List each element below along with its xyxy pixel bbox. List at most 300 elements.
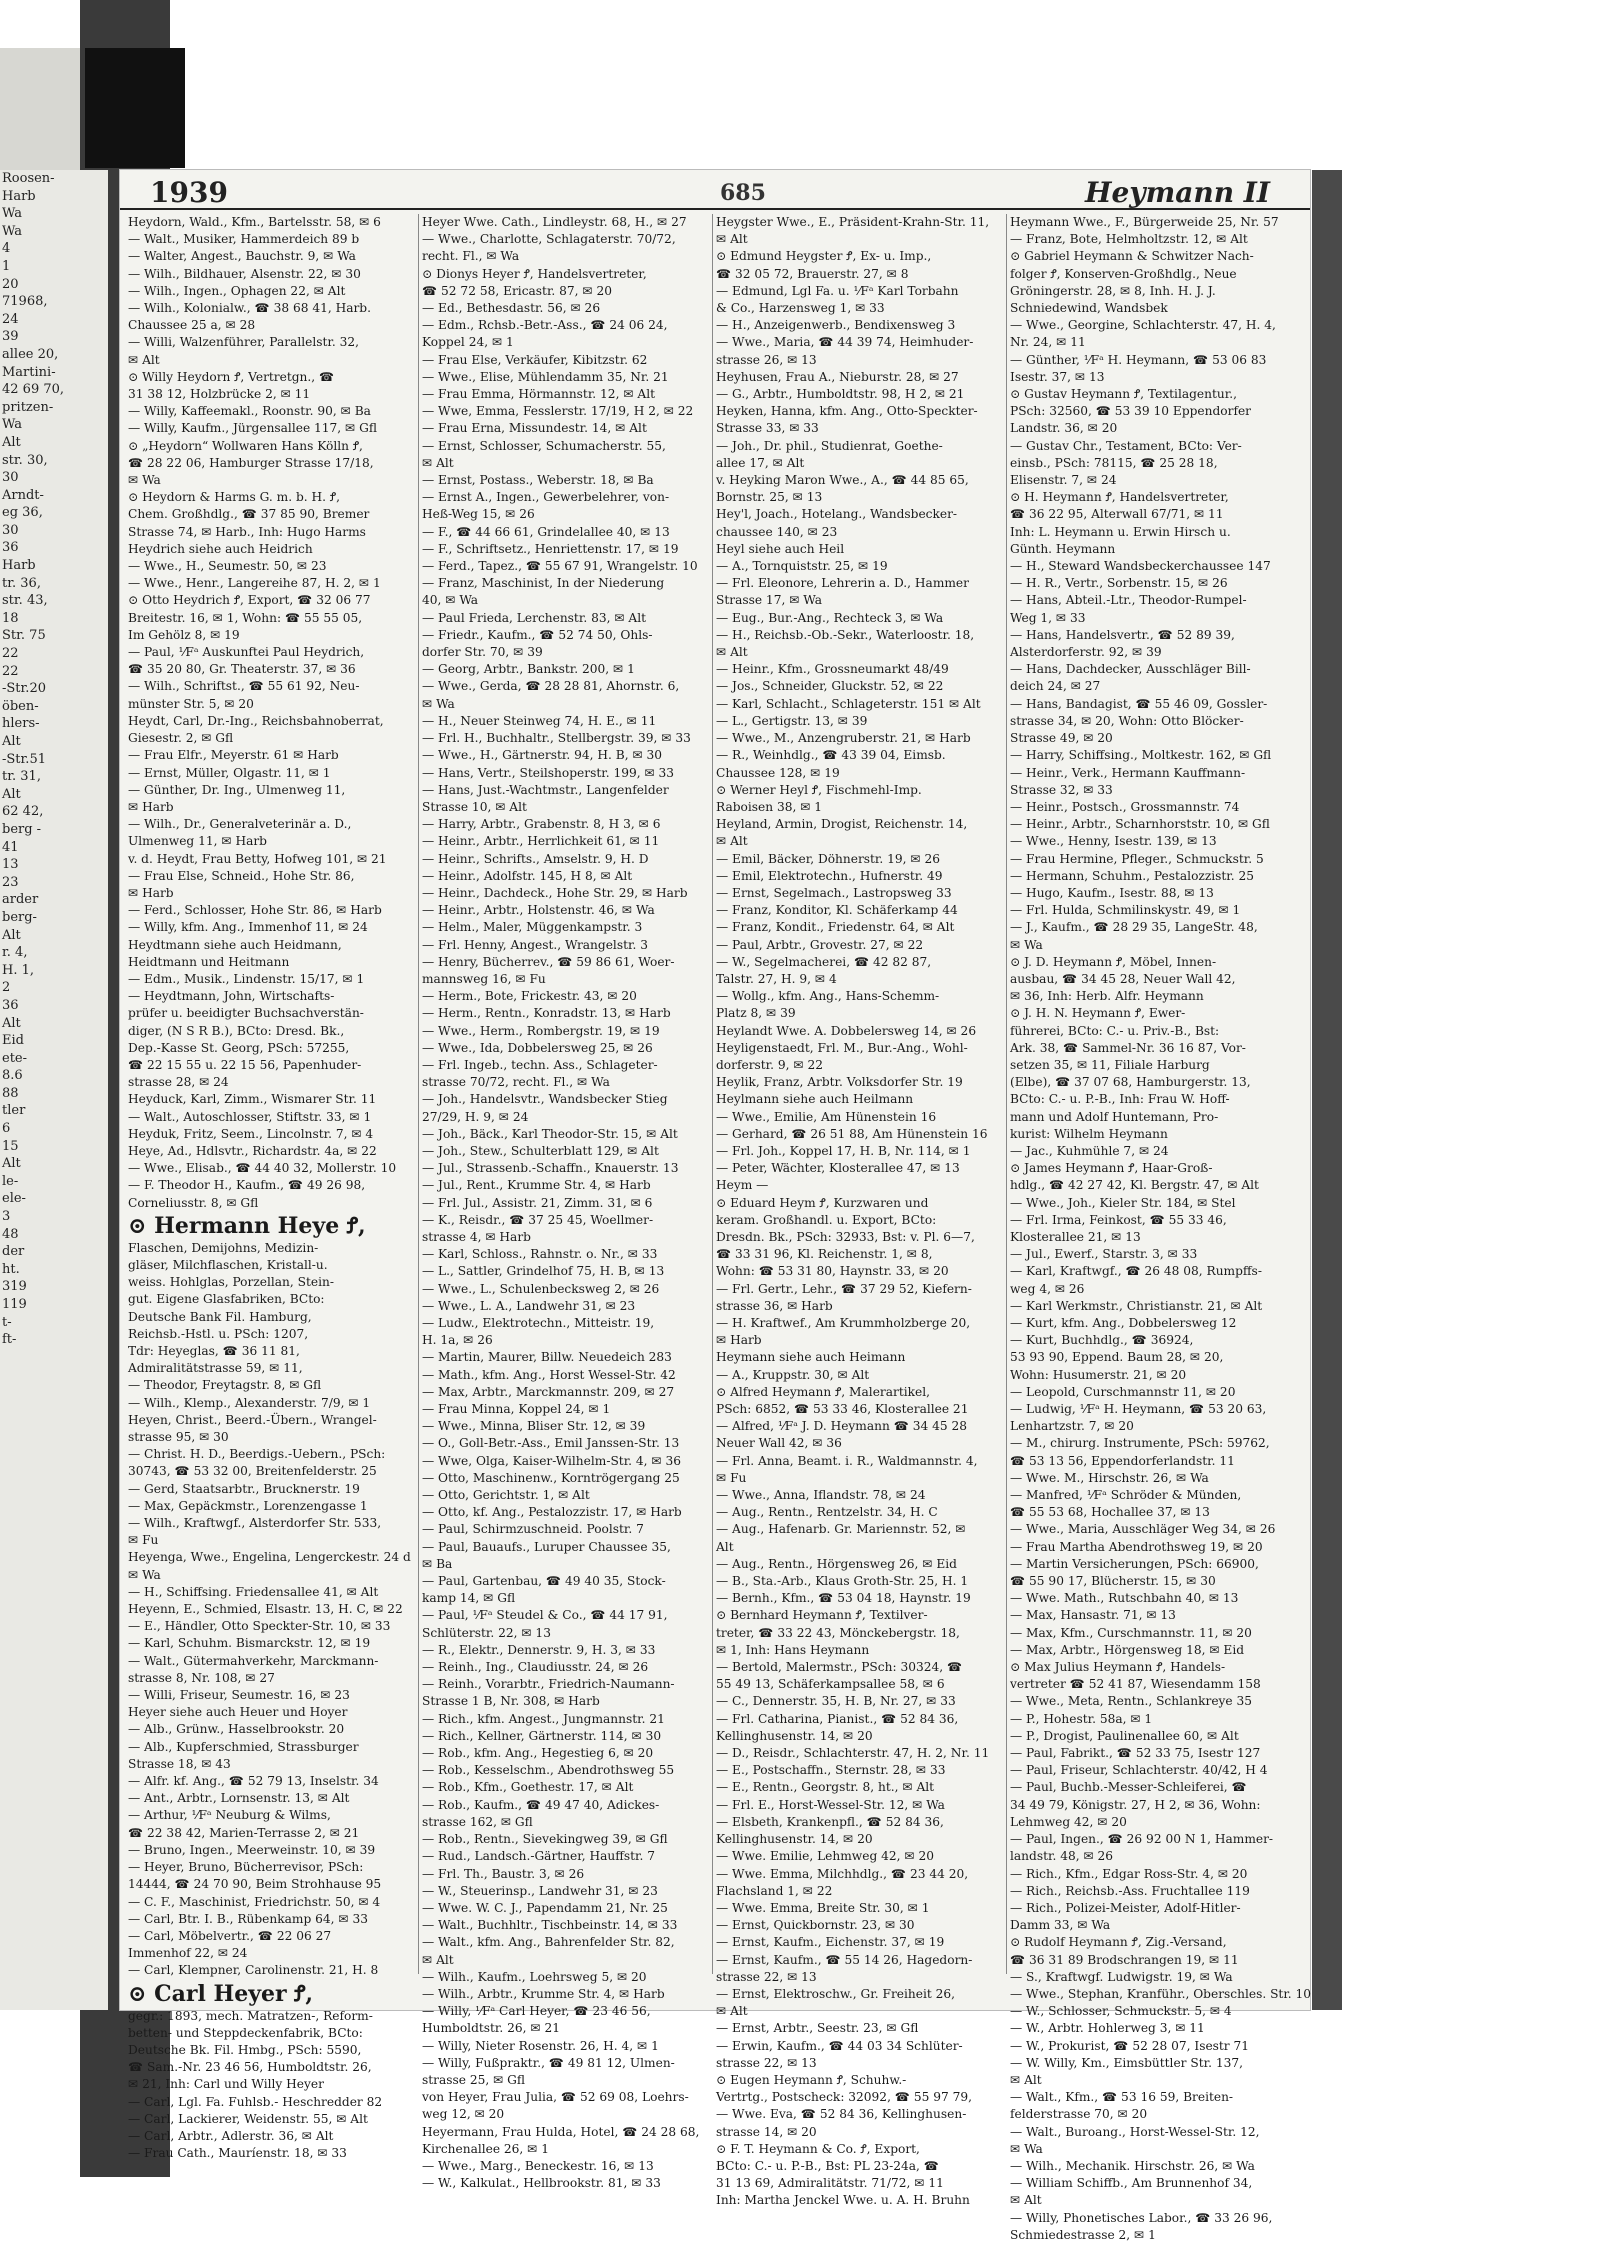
directory-entry-line: — Leopold, Curschmannstr 11, ✉ 20 <box>1010 1384 1236 1399</box>
directory-entry-line: ☎ 33 31 96, Kl. Reichenstr. 1, ✉ 8, <box>716 1247 933 1262</box>
directory-entry-line: diger, (N S R B.), BCto: Dresd. Bk., <box>128 1023 345 1038</box>
directory-entry-line: strasse 26, ✉ 13 <box>716 352 817 367</box>
directory-entry-line: — Rud., Landsch.-Gärtner, Hauffstr. 7 <box>422 1849 656 1864</box>
directory-entry-line: — Wwe, Olga, Kaiser-Wilhelm-Str. 4, ✉ 36 <box>422 1453 682 1468</box>
directory-entry-line: — Frl. Eleonore, Lehrerin a. D., Hammer <box>716 576 969 591</box>
facing-page-text: 6 <box>2 1121 11 1137</box>
directory-entry-line: Heyenn, E., Schmied, Elsastr. 13, H. C, ✉ 22 <box>128 1602 403 1617</box>
directory-entry-line: Nr. 24, ✉ 11 <box>1010 335 1086 350</box>
directory-entry-line: — Walt., Kfm., ☎ 53 16 59, Breiten- <box>1010 2090 1234 2105</box>
directory-entry-line: — Frl. Catharina, Pianist., ☎ 52 84 36, <box>716 1711 959 1726</box>
directory-entry-line: — Joh., Stew., Schulterblatt 129, ✉ Alt <box>422 1143 659 1158</box>
directory-entry-line: — Heinr., Verk., Hermann Kauffmann- <box>1010 765 1246 780</box>
directory-entry-line: 31 38 12, Holzbrücke 2, ✉ 11 <box>128 387 311 402</box>
directory-entry-line: BCto: C.- u. P.-B., Inh: Frau W. Hoff- <box>1010 1092 1230 1107</box>
directory-entry-line: Raboisen 38, ✉ 1 <box>716 799 823 814</box>
directory-entry-line: (Elbe), ☎ 37 07 68, Hamburgerstr. 13, <box>1010 1075 1251 1090</box>
directory-entry-line: — Rob., Kesselschm., Abendrothsweg 55 <box>422 1763 675 1778</box>
directory-entry-line: folger Ꝭ, Konserven-Großhdlg., Neue <box>1010 266 1237 281</box>
directory-entry-line: BCto: C.- u. P.-B., Bst: PL 23-24a, ☎ <box>716 2158 939 2173</box>
directory-column-3 <box>716 214 990 2210</box>
directory-entry-line: strasse 34, ✉ 20, Wohn: Otto Blöcker- <box>1010 713 1244 728</box>
directory-entry-line: Landstr. 36, ✉ 20 <box>1010 421 1118 436</box>
directory-entry-line: ✉ 36, Inh: Herb. Alfr. Heymann <box>1010 989 1204 1004</box>
directory-entry-line: — Frl. Henny, Angest., Wrangelstr. 3 <box>422 937 648 952</box>
directory-entry-line: — Friedr., Kaufm., ☎ 52 74 50, Ohls- <box>422 627 653 642</box>
directory-entry-line: — Wwe., Marg., Beneckestr. 16, ✉ 13 <box>422 2158 654 2173</box>
directory-entry-line: ⊙ F. T. Heymann & Co. Ꝭ, Export, <box>716 2141 920 2156</box>
directory-entry-line: Hey'l, Joach., Hotelang., Wandsbecker- <box>716 507 958 522</box>
directory-entry-line: — Wwe., L., Schulenbecksweg 2, ✉ 26 <box>422 1281 660 1296</box>
column-rule <box>712 214 713 1974</box>
directory-entry-line: — Walter, Angest., Bauchstr. 9, ✉ Wa <box>128 249 356 264</box>
directory-entry-line: — Wilh., Ingen., Ophagen 22, ✉ Alt <box>128 283 346 298</box>
directory-entry-line: Heyland, Armin, Drogist, Reichenstr. 14, <box>716 817 968 832</box>
directory-entry-line: — Edmund, Lgl Fa. u. ⅟Fᵃ Karl Torbahn <box>716 283 959 298</box>
directory-entry-line: Heyen, Christ., Beerd.-Übern., Wrangel- <box>128 1412 377 1427</box>
directory-entry-line: ☎ 55 90 17, Blücherstr. 15, ✉ 30 <box>1010 1574 1216 1589</box>
directory-entry-line: ☎ 28 22 06, Hamburger Strasse 17/18, <box>128 455 374 470</box>
directory-entry-line: — L., Sattler, Grindelhof 75, H. B, ✉ 13 <box>422 1264 665 1279</box>
directory-entry-line: — G., Arbtr., Humboldtstr. 98, H 2, ✉ 21 <box>716 387 965 402</box>
directory-entry-line: ⊙ Willy Heydorn Ꝭ, Vertretgn., ☎ <box>128 369 335 384</box>
facing-page-text: Wa <box>2 417 22 433</box>
facing-page-text: Harb <box>2 558 36 574</box>
directory-entry-line: ausbau, ☎ 34 45 28, Neuer Wall 42, <box>1010 971 1236 986</box>
directory-entry-line: ⊙ Otto Heydrich Ꝭ, Export, ☎ 32 06 77 <box>128 593 371 608</box>
facing-page-text: Roosen- <box>2 171 55 186</box>
facing-page-text: 1 <box>2 258 11 274</box>
facing-page-text: berg - <box>2 821 42 837</box>
directory-entry-line: vertreter ☎ 52 41 87, Wiesendamm 158 <box>1010 1677 1261 1692</box>
directory-entry-line: — Martin Versicherungen, PSch: 66900, <box>1010 1556 1259 1571</box>
directory-entry-line: 31 13 69, Admiralitätstr. 71/72, ✉ 11 <box>716 2176 944 2191</box>
directory-entry-line: Reichsb.-Hstl. u. PSch: 1207, <box>128 1326 309 1341</box>
directory-entry-line: — Wwe., Anna, Iflandstr. 78, ✉ 24 <box>716 1488 926 1503</box>
directory-entry-line: ✉ Wa <box>1010 937 1043 952</box>
directory-entry-line: Heidtmann und Heitmann <box>128 954 290 969</box>
directory-entry-line: strasse 70/72, recht. Fl., ✉ Wa <box>422 1075 610 1090</box>
directory-entry-line: ⊙ Hermann Heye Ꝭ, <box>128 1212 366 1239</box>
directory-entry-line: ✉ Alt <box>1010 2072 1042 2087</box>
directory-entry-line: — Wwe, Emma, Fesslerstr. 17/19, H 2, ✉ 22 <box>422 404 694 419</box>
directory-entry-line: — Walt., Buroang., Horst-Wessel-Str. 12, <box>1010 2124 1260 2139</box>
directory-entry-line: — Rob., kfm. Ang., Hegestieg 6, ✉ 20 <box>422 1746 654 1761</box>
directory-entry-line: — Walt., kfm. Ang., Bahrenfelder Str. 82, <box>422 1935 675 1950</box>
directory-entry-line: — Wwe., Emilie, Am Hünenstein 16 <box>716 1109 937 1124</box>
facing-page-text: 22 <box>2 663 19 679</box>
page-edge-shadow <box>1312 170 1342 2010</box>
facing-page-text: 42 69 70, <box>2 382 65 398</box>
directory-entry-line: Heyenga, Wwe., Engelina, Lengerckestr. 24 d <box>128 1550 411 1565</box>
facing-page-text: -Str.20 <box>2 681 46 697</box>
directory-entry-line: — Karl Werkmstr., Christianstr. 21, ✉ Alt <box>1010 1298 1263 1313</box>
directory-entry-line: strasse 22, ✉ 13 <box>716 2055 817 2070</box>
directory-entry-line: Flaschen, Demijohns, Medizin- <box>128 1240 319 1255</box>
facing-page-text: 22 <box>2 646 19 662</box>
directory-entry-line: weg 4, ✉ 26 <box>1010 1281 1085 1296</box>
directory-entry-line: — Wwe. W. C. J., Papendamm 21, Nr. 25 <box>422 1900 668 1915</box>
directory-entry-line: — Ernst, Kaufm., Eichenstr. 37, ✉ 19 <box>716 1935 945 1950</box>
directory-entry-line: gut. Eigene Glasfabriken, BCto: <box>128 1292 325 1307</box>
directory-entry-line: — Bertold, Malermstr., PSch: 30324, ☎ <box>716 1660 963 1675</box>
directory-entry-line: — Paul, ⅟Fᵃ Steudel & Co., ☎ 44 17 91, <box>422 1608 668 1623</box>
directory-entry-line: — K., Reisdr., ☎ 37 25 45, Woellmer- <box>422 1212 654 1227</box>
directory-entry-line: & Co., Harzensweg 1, ✉ 33 <box>716 301 885 316</box>
directory-entry-line: — Franz, Bote, Helmholtzstr. 12, ✉ Alt <box>1010 232 1248 247</box>
directory-entry-line: — H., Schiffsing. Friedensallee 41, ✉ Alt <box>128 1584 379 1599</box>
directory-entry-line: — Günther, ⅟Fᵃ H. Heymann, ☎ 53 06 83 <box>1010 352 1267 367</box>
directory-entry-line: — Wilh., Arbtr., Krumme Str. 4, ✉ Harb <box>422 1986 665 2001</box>
directory-entry-line: — Max, Arbtr., Marckmannstr. 209, ✉ 27 <box>422 1384 675 1399</box>
directory-entry-line: Strasse 18, ✉ 43 <box>128 1756 231 1771</box>
directory-entry-line: — Aug., Rentn., Rentzelstr. 34, H. C <box>716 1505 938 1520</box>
directory-entry-line: mann und Adolf Huntemann, Pro- <box>1010 1109 1219 1124</box>
directory-entry-line: — Heinr., Adolfstr. 145, H 8, ✉ Alt <box>422 868 633 883</box>
directory-entry-line: — Willy, Kaffeemakl., Roonstr. 90, ✉ Ba <box>128 404 371 419</box>
directory-entry-line: — Frl. Gertr., Lehr., ☎ 37 29 52, Kiefern- <box>716 1281 972 1296</box>
facing-page-text: 62 42, <box>2 804 44 820</box>
directory-entry-line: strasse 162, ✉ Gfl <box>422 1814 533 1829</box>
directory-entry-line: — Bernh., Kfm., ☎ 53 04 18, Haynstr. 19 <box>716 1591 971 1606</box>
directory-entry-line: Schmiedestrasse 2, ✉ 1 <box>1010 2227 1156 2242</box>
directory-entry-line: ✉ Harb <box>128 885 174 900</box>
directory-entry-line: — Wwe., Meta, Rentn., Schlankreye 35 <box>1010 1694 1253 1709</box>
directory-entry-line: — Karl, Schlacht., Schlageterstr. 151 ✉ Alt <box>716 696 981 711</box>
directory-entry-line: Bornstr. 25, ✉ 13 <box>716 490 823 505</box>
directory-entry-line: Heylmann siehe auch Heilmann <box>716 1092 914 1107</box>
directory-entry-line: — Frau Emma, Hörmannstr. 12, ✉ Alt <box>422 387 655 402</box>
directory-entry-line: — Walt., Gütermahverkehr, Marckmann- <box>128 1653 379 1668</box>
directory-entry-line: Heyduck, Karl, Zimm., Wismarer Str. 11 <box>128 1092 377 1107</box>
directory-entry-line: gegr.: 1893, mech. Matratzen-, Reform- <box>128 2008 373 2023</box>
directory-entry-line: ⊙ J. H. N. Heymann Ꝭ, Ewer- <box>1010 1006 1186 1021</box>
directory-entry-line: — A., Kruppstr. 30, ✉ Alt <box>716 1367 870 1382</box>
directory-entry-line: Schniedewind, Wandsbek <box>1010 301 1168 316</box>
directory-entry-line: — Wwe., Elise, Mühlendamm 35, Nr. 21 <box>422 369 669 384</box>
directory-entry-line: prüfer u. beeidigter Buchsachverstän- <box>128 1006 364 1021</box>
directory-entry-line: setzen 35, ✉ 11, Filiale Harburg <box>1010 1057 1210 1072</box>
directory-entry-line: — D., Reisdr., Schlachterstr. 47, H. 2, Nr. 11 <box>716 1746 990 1761</box>
facing-page-text: 30 <box>2 522 19 538</box>
facing-page-text: str. 43, <box>2 593 48 609</box>
directory-entry-line: Deutsche Bank Fil. Hamburg, <box>128 1309 312 1324</box>
directory-entry-line: — Wilh., Kolonialw., ☎ 38 68 41, Harb. <box>128 301 371 316</box>
directory-entry-line: — Emil, Elektrotechn., Hufnerstr. 49 <box>716 868 943 883</box>
directory-entry-line: — Ernst, Arbtr., Seestr. 23, ✉ Gfl <box>716 2021 919 2036</box>
directory-entry-line: — Reinh., Ing., Claudiusstr. 24, ✉ 26 <box>422 1660 649 1675</box>
directory-entry-line: — F., Schriftsetz., Henriettenstr. 17, ✉ 19 <box>422 541 679 556</box>
directory-entry-line: kamp 14, ✉ Gfl <box>422 1591 516 1606</box>
directory-entry-line: ✉ Alt <box>716 232 748 247</box>
directory-entry-line: ✉ Fu <box>128 1533 159 1548</box>
directory-entry-line: — Wwe. Eva, ☎ 52 84 36, Kellinghusen- <box>716 2107 967 2122</box>
directory-entry-line: — Wwe., Stephan, Kranführ., Oberschles. Str. 10 <box>1010 1986 1312 2001</box>
directory-entry-line: allee 17, ✉ Alt <box>716 455 805 470</box>
directory-entry-line: — Hans, Just.-Wachtmstr., Langenfelder <box>422 782 669 797</box>
directory-entry-line: Heß-Weg 15, ✉ 26 <box>422 507 535 522</box>
directory-entry-line: — Eug., Bur.-Ang., Rechteck 3, ✉ Wa <box>716 610 944 625</box>
directory-entry-line: ⊙ Gustav Heymann Ꝭ, Textilagentur., <box>1010 387 1237 402</box>
directory-entry-line: — R., Weinhdlg., ☎ 43 39 04, Eimsb. <box>716 748 946 763</box>
directory-entry-line: Tdr: Heyeglas, ☎ 36 11 81, <box>128 1344 300 1358</box>
directory-entry-line: — Herm., Rentn., Konradstr. 13, ✉ Harb <box>422 1006 671 1021</box>
facing-page-text: 71968, <box>2 294 48 310</box>
directory-entry-line: — Ernst, Kaufm., ☎ 55 14 26, Hagedorn- <box>716 1952 973 1967</box>
directory-entry-line: ☎ 35 20 80, Gr. Theaterstr. 37, ✉ 36 <box>128 662 356 677</box>
directory-entry-line: — Hans, Abteil.-Ltr., Theodor-Rumpel- <box>1010 593 1247 608</box>
directory-entry-line: v. d. Heydt, Frau Betty, Hofweg 101, ✉ 21 <box>128 851 387 866</box>
facing-page-text: eg 36, <box>2 505 43 521</box>
directory-entry-line: — W., Schlosser, Schmuckstr. 5, ✉ 4 <box>1010 2004 1232 2019</box>
directory-entry-line: — Frau Erna, Missundestr. 14, ✉ Alt <box>422 421 647 436</box>
directory-entry-line: v. Heyking Maron Wwe., A., ☎ 44 85 65, <box>716 473 969 488</box>
directory-entry-line: — Willy, kfm. Ang., Immenhof 11, ✉ 24 <box>128 920 368 935</box>
directory-entry-line: Strasse 32, ✉ 33 <box>1010 782 1113 797</box>
facing-page-text: berg- <box>2 909 37 925</box>
directory-entry-line: — Willi, Walzenführer, Parallelstr. 32, <box>128 335 359 350</box>
directory-entry-line: — Kurt, Buchhdlg., ☎ 36924, <box>1010 1333 1194 1348</box>
directory-entry-line: Heygster Wwe., E., Präsident-Krahn-Str. 11, <box>716 215 990 229</box>
directory-entry-line: — Joh., Handelsvtr., Wandsbecker Stieg <box>422 1092 668 1107</box>
directory-entry-line: — Heinr., Arbtr., Holstenstr. 46, ✉ Wa <box>422 903 655 918</box>
facing-page-text: hlers- <box>2 716 40 732</box>
facing-page-text: allee 20, <box>2 346 59 362</box>
directory-entry-line: — Wilh., Mechanik. Hirschstr. 26, ✉ Wa <box>1010 2158 1255 2173</box>
directory-entry-line: — Wwe. M., Hirschstr. 26, ✉ Wa <box>1010 1470 1209 1485</box>
facing-page-text: tler <box>2 1103 26 1119</box>
directory-entry-line: — Wwe., Georgine, Schlachterstr. 47, H. 4, <box>1010 318 1276 333</box>
facing-page-text: 319 <box>2 1279 27 1295</box>
directory-entry-line: — Aug., Hafenarb. Gr. Mariennstr. 52, ✉ <box>716 1522 966 1537</box>
directory-entry-line: Talstr. 27, H. 9, ✉ 4 <box>716 971 837 986</box>
directory-entry-line: hdlg., ☎ 42 27 42, Kl. Bergstr. 47, ✉ Alt <box>1010 1178 1259 1193</box>
facing-page-text: Arndt- <box>2 487 44 503</box>
page-number: 685 <box>720 180 766 206</box>
directory-entry-line: — Alfred, ⅟Fᵃ J. D. Heymann ☎ 34 45 28 <box>716 1419 968 1434</box>
directory-entry-line: Strasse 10, ✉ Alt <box>422 799 527 814</box>
directory-entry-line: Inh: L. Heymann u. Erwin Hirsch u. <box>1010 524 1231 539</box>
directory-entry-line: ☎ 22 38 42, Marien-Terrasse 2, ✉ 21 <box>128 1825 360 1840</box>
directory-entry-line: ✉ Alt <box>422 455 454 470</box>
facing-page-text: 24 <box>2 311 19 327</box>
directory-entry-line: — Alb., Grünw., Hasselbrookstr. 20 <box>128 1722 345 1737</box>
directory-entry-line: — Wilh., Dr., Generalveterinär a. D., <box>128 817 352 832</box>
directory-entry-line: — Wwe., Henr., Langereihe 87, H. 2, ✉ 1 <box>128 576 381 591</box>
directory-entry-line: — Rich., Reichsb.-Ass. Fruchtallee 119 <box>1010 1883 1250 1898</box>
directory-entry-line: — W., Prokurist, ☎ 52 28 07, Isestr 71 <box>1010 2038 1250 2053</box>
facing-page-text: 4 <box>2 241 11 257</box>
directory-entry-line: strasse 4, ✉ Harb <box>422 1229 531 1244</box>
directory-entry-line: — Frl. Ingeb., techn. Ass., Schlageter- <box>422 1057 658 1072</box>
facing-page-text: tr. 36, <box>2 575 41 591</box>
directory-entry-line: gläser, Milchflaschen, Kristall-u. <box>128 1257 328 1272</box>
directory-entry-line: — Gerhard, ☎ 26 51 88, Am Hünenstein 16 <box>716 1126 988 1141</box>
directory-entry-line: ⊙ Alfred Heymann Ꝭ, Malerartikel, <box>716 1384 930 1399</box>
directory-entry-line: — H. Kraftwef., Am Krummholzberge 20, <box>716 1316 971 1330</box>
directory-entry-line: — R., Elektr., Dennerstr. 9, H. 3, ✉ 33 <box>422 1642 656 1657</box>
directory-entry-line: von Heyer, Frau Julia, ☎ 52 69 08, Loehrs- <box>422 2090 689 2105</box>
directory-entry-line: — Heinr., Arbtr., Herrlichkeit 61, ✉ 11 <box>422 834 660 849</box>
facing-page-text: str. 30, <box>2 452 48 468</box>
directory-entry-line: — Rich., Kellner, Gärtnerstr. 114, ✉ 30 <box>422 1728 662 1743</box>
directory-entry-line: Günth. Heymann <box>1010 541 1116 556</box>
directory-entry-line: 40, ✉ Wa <box>422 593 479 608</box>
directory-entry-line: ✉ Wa <box>1010 2141 1043 2156</box>
directory-entry-line: — William Schiffb., Am Brunnenhof 34, <box>1010 2176 1253 2191</box>
directory-entry-line: Giesestr. 2, ✉ Gfl <box>128 731 234 746</box>
directory-entry-line: felderstrasse 70, ✉ 20 <box>1010 2107 1148 2122</box>
directory-entry-line: Heye, Ad., Hdlsvtr., Richardstr. 4a, ✉ 22 <box>128 1143 377 1158</box>
directory-entry-line: PSch: 6852, ☎ 53 33 46, Klosterallee 21 <box>716 1402 969 1417</box>
directory-entry-line: — Jul., Strassenb.-Schaffn., Knauerstr. 13 <box>422 1161 679 1176</box>
directory-entry-line: ⊙ Carl Heyer Ꝭ, <box>128 1980 314 2007</box>
directory-entry-line: — Heinr., Postsch., Grossmannstr. 74 <box>1010 799 1240 814</box>
directory-entry-line: ✉ Harb <box>128 799 174 814</box>
directory-entry-line: — Wwe. Emilie, Lehmweg 42, ✉ 20 <box>716 1849 934 1864</box>
directory-entry-line: — Paul, Fabrikt., ☎ 52 33 75, Isestr 127 <box>1010 1746 1261 1761</box>
directory-entry-line: — Ernst, Schlosser, Schumacherstr. 55, <box>422 438 666 453</box>
directory-entry-line: — Emil, Bäcker, Döhnerstr. 19, ✉ 26 <box>716 851 941 866</box>
facing-page-text: öben- <box>2 698 39 714</box>
directory-entry-line: — Helm., Maler, Müggenkampstr. 3 <box>422 920 643 935</box>
directory-entry-line: — Hugo, Kaufm., Isestr. 88, ✉ 13 <box>1010 885 1214 900</box>
directory-entry-line: Heyer siehe auch Heuer und Hoyer <box>128 1705 348 1720</box>
directory-entry-line: recht. Fl., ✉ Wa <box>422 249 520 264</box>
directory-entry-line: Heyhusen, Frau A., Nieburstr. 28, ✉ 27 <box>716 369 959 384</box>
directory-entry-line: — Paul, ⅟Fᵃ Auskunftei Paul Heydrich, <box>128 645 365 660</box>
directory-entry-line: ⊙ Eugen Heymann Ꝭ, Schuhw.- <box>716 2072 907 2087</box>
directory-entry-line: — Frl. Jul., Assistr. 21, Zimm. 31, ✉ 6 <box>422 1195 653 1210</box>
directory-entry-line: Ulmenweg 11, ✉ Harb <box>128 834 267 849</box>
directory-entry-line: deich 24, ✉ 27 <box>1010 679 1101 694</box>
directory-entry-line: Heyl siehe auch Heil <box>716 541 845 556</box>
directory-entry-line: — Frl. Irma, Feinkost, ☎ 55 33 46, <box>1010 1212 1227 1227</box>
directory-entry-line: Kirchenallee 26, ✉ 1 <box>422 2141 550 2156</box>
directory-entry-line: — Hans, Handelsvertr., ☎ 52 89 39, <box>1010 627 1235 642</box>
directory-entry-line: Deutsche Bk. Fil. Hmbg., PSch: 5590, <box>128 2042 362 2057</box>
facing-page-text: 15 <box>2 1138 19 1154</box>
directory-entry-line: — Math., kfm. Ang., Horst Wessel-Str. 42 <box>422 1367 676 1382</box>
directory-entry-line: 34 49 79, Königstr. 27, H 2, ✉ 36, Wohn: <box>1010 1797 1261 1812</box>
directory-entry-line: Heyermann, Frau Hulda, Hotel, ☎ 24 28 68, <box>422 2124 700 2139</box>
directory-entry-line: münster Str. 5, ✉ 20 <box>128 696 254 711</box>
directory-entry-line: — Otto, Maschinenw., Korntrögergang 25 <box>422 1470 680 1485</box>
directory-entry-line: ⊙ James Heymann Ꝭ, Haar-Groß- <box>1010 1161 1213 1176</box>
facing-page-text: Alt <box>2 1015 21 1031</box>
directory-entry-line: — O., Goll-Betr.-Ass., Emil Janssen-Str. 13 <box>422 1436 680 1451</box>
page-header <box>120 178 1310 210</box>
directory-entry-line: — Wilh., Kraftwgf., Alsterdorfer Str. 533, <box>128 1516 382 1531</box>
directory-entry-line: — Carl, Lgl. Fa. Fuhlsb.- Heschredder 82 <box>128 2094 383 2109</box>
directory-entry-line: ✉ Alt <box>716 834 748 849</box>
directory-entry-line: dorfer Str. 70, ✉ 39 <box>422 645 543 660</box>
directory-entry-line: führerei, BCto: C.- u. Priv.-B., Bst: <box>1010 1023 1220 1038</box>
directory-entry-line: — W., Arbtr. Hohlerweg 3, ✉ 11 <box>1010 2021 1205 2036</box>
directory-entry-line: — Reinh., Vorarbtr., Friedrich-Naumann- <box>422 1677 675 1692</box>
directory-entry-line: Wohn: ☎ 53 31 80, Haynstr. 33, ✉ 20 <box>716 1264 949 1279</box>
directory-entry-line: — S., Kraftwgf. Ludwigstr. 19, ✉ Wa <box>1010 1969 1233 1984</box>
directory-entry-line: — Wwe., Joh., Kieler Str. 184, ✉ Stel <box>1010 1195 1236 1210</box>
facing-page-text: 36 <box>2 997 19 1013</box>
directory-entry-line: — L., Gertigstr. 13, ✉ 39 <box>716 713 868 728</box>
directory-column-4 <box>1010 214 1312 2244</box>
directory-entry-line: Heydtmann siehe auch Heidmann, <box>128 937 342 952</box>
directory-entry-line: dorferstr. 9, ✉ 22 <box>716 1057 823 1072</box>
directory-entry-line: 53 93 90, Eppend. Baum 28, ✉ 20, <box>1010 1350 1224 1365</box>
directory-entry-line: — Max, Arbtr., Hörgensweg 18, ✉ Eid <box>1010 1642 1245 1657</box>
facing-page-text: Alt <box>2 786 21 802</box>
directory-entry-line: ⊙ Dionys Heyer Ꝭ, Handelsvertreter, <box>422 266 647 281</box>
directory-entry-line: — Frl. E., Horst-Wessel-Str. 12, ✉ Wa <box>716 1797 945 1812</box>
directory-entry-line: — W., Segelmacherei, ☎ 42 82 87, <box>716 954 932 969</box>
directory-entry-line: Alsterdorferstr. 92, ✉ 39 <box>1010 645 1162 660</box>
facing-page-text: 2 <box>2 980 11 996</box>
facing-page-fragment <box>0 170 108 2010</box>
directory-entry-line: — Wwe. Math., Rutschbahn 40, ✉ 13 <box>1010 1591 1239 1606</box>
directory-entry-line: — Theodor, Freytagstr. 8, ✉ Gfl <box>128 1378 322 1393</box>
directory-entry-line: ⊙ Gabriel Heymann & Schwitzer Nach- <box>1010 249 1254 264</box>
directory-entry-line: — Elsbeth, Krankenpfl., ☎ 52 84 36, <box>716 1814 944 1829</box>
directory-entry-line: kurist: Wilhelm Heymann <box>1010 1126 1168 1141</box>
page-header-year: 1939 <box>150 176 228 209</box>
facing-page-text: Wa <box>2 206 22 222</box>
directory-entry-line: 30743, ☎ 53 32 00, Breitenfelderstr. 25 <box>128 1464 377 1479</box>
directory-entry-line: weg 12, ✉ 20 <box>422 2107 505 2122</box>
directory-entry-line: ☎ 36 31 89 Brodschrangen 19, ✉ 11 <box>1010 1952 1239 1967</box>
directory-entry-line: — Joh., Bäck., Karl Theodor-Str. 15, ✉ Alt <box>422 1126 678 1141</box>
directory-entry-line: Breitestr. 16, ✉ 1, Wohn: ☎ 55 55 05, <box>128 610 363 625</box>
directory-entry-line: ⊙ Bernhard Heymann Ꝭ, Textilver- <box>716 1608 928 1623</box>
directory-entry-line: — Henry, Bücherrev., ☎ 59 86 61, Woer- <box>422 954 675 969</box>
directory-entry-line: — Aug., Rentn., Hörgensweg 26, ✉ Eid <box>716 1556 957 1571</box>
directory-entry-line: — Frau Martha Abendrothsweg 19, ✉ 20 <box>1010 1539 1263 1554</box>
directory-entry-line: — F. Theodor H., Kaufm., ☎ 49 26 98, <box>128 1178 366 1193</box>
directory-entry-line: Neuer Wall 42, ✉ 36 <box>716 1436 842 1451</box>
directory-entry-line: Heydt, Carl, Dr.-Ing., Reichsbahnoberrat, <box>128 713 384 728</box>
directory-entry-line: — Ludwig, ⅟Fᵃ H. Heymann, ☎ 53 20 63, <box>1010 1402 1267 1417</box>
facing-page-text: 8.6 <box>2 1068 23 1084</box>
directory-entry-line: — W., Kalkulat., Hellbrookstr. 81, ✉ 33 <box>422 2176 661 2191</box>
directory-entry-line: — Carl, Arbtr., Adlerstr. 36, ✉ Alt <box>128 2128 334 2143</box>
directory-entry-line: — Hans, Dachdecker, Ausschläger Bill- <box>1010 662 1251 677</box>
directory-entry-line: — Walt., Buchhltr., Tischbeinstr. 14, ✉ 33 <box>422 1918 678 1933</box>
directory-entry-line: — Rob., Kaufm., ☎ 49 47 40, Adickes- <box>422 1797 660 1812</box>
directory-entry-line: Isestr. 37, ✉ 13 <box>1010 369 1105 384</box>
directory-entry-line: Klosterallee 21, ✉ 13 <box>1010 1229 1141 1244</box>
facing-page-text: 18 <box>2 610 19 626</box>
column-rule <box>418 214 419 1974</box>
directory-entry-line: — W., Steuerinsp., Landwehr 31, ✉ 23 <box>422 1883 658 1898</box>
directory-entry-line: — C. F., Maschinist, Friedrichstr. 50, ✉ 4 <box>128 1894 381 1909</box>
column-rule <box>1006 214 1007 1974</box>
directory-entry-line: ⊙ Eduard Heym Ꝭ, Kurzwaren und <box>716 1195 929 1210</box>
directory-entry-line: — Wilh., Kaufm., Loehrsweg 5, ✉ 20 <box>422 1969 647 1984</box>
directory-entry-line: Dresdn. Bk., PSch: 32933, Bst: v. Pl. 6—7, <box>716 1229 975 1244</box>
directory-entry-line: — E., Postschaffn., Sternstr. 28, ✉ 33 <box>716 1763 946 1778</box>
directory-entry-line: ⊙ Edmund Heygster Ꝭ, Ex- u. Imp., <box>716 249 932 264</box>
directory-entry-line: — Carl, Lackierer, Weidenstr. 55, ✉ Alt <box>128 2111 368 2126</box>
facing-page-text: ete- <box>2 1050 28 1066</box>
directory-entry-line: — Ernst, Elektroschw., Gr. Freiheit 26, <box>716 1986 955 2001</box>
directory-entry-line: Schlüterstr. 22, ✉ 13 <box>422 1625 551 1640</box>
facing-page-text: 30 <box>2 470 19 486</box>
facing-page-text: Alt <box>2 734 21 749</box>
directory-entry-line: Heymann siehe auch Heimann <box>716 1350 906 1365</box>
directory-entry-line: — H., Reichsb.-Ob.-Sekr., Waterloostr. 18, <box>716 627 975 642</box>
facing-page-text: -Str.51 <box>2 751 46 767</box>
directory-entry-line: keram. Großhandl. u. Export, BCto: <box>716 1212 937 1227</box>
